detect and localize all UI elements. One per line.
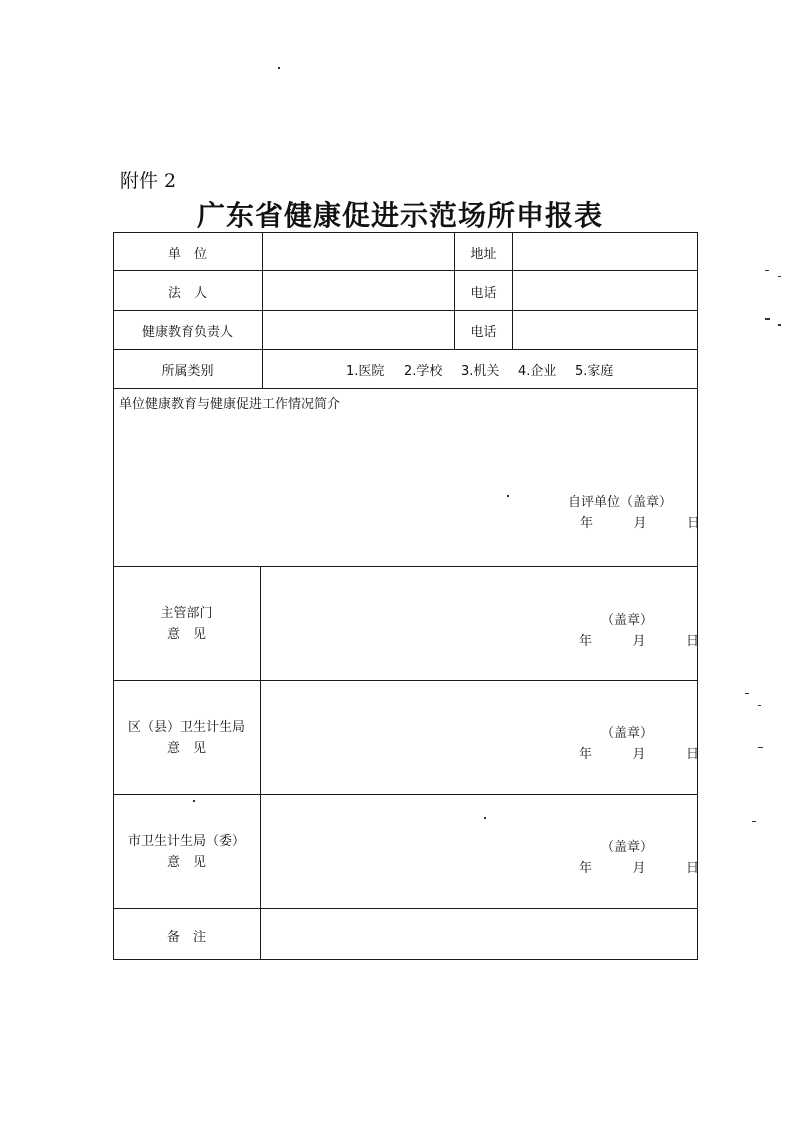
summary-date (580, 512, 700, 531)
month-label: 月 (633, 516, 647, 531)
year-label: 年 (579, 634, 593, 649)
legal-rep-label: 法 人 (167, 286, 207, 301)
dept-date (579, 630, 699, 649)
day-label: 日 (685, 747, 699, 762)
year-label: 年 (580, 516, 594, 531)
category-label: 所属类别 (161, 364, 214, 379)
district-opinion-label (113, 717, 260, 759)
month-label: 月 (632, 634, 646, 649)
lead-phone-field[interactable] (513, 311, 696, 348)
district-date (579, 743, 699, 762)
address-label: 地址 (470, 247, 497, 262)
dept-opinion-field[interactable] (262, 570, 692, 610)
city-opinion-label-line2: 意 见 (166, 855, 206, 870)
scan-speck (778, 324, 781, 326)
dept-opinion-label-line2: 意 见 (166, 627, 206, 642)
self-eval-seal: 自评单位（盖章） (568, 495, 673, 510)
scan-speck (278, 67, 280, 69)
health-lead-field[interactable] (263, 311, 453, 348)
health-lead-label: 健康教育负责人 (141, 325, 233, 340)
summary-field[interactable] (118, 414, 693, 489)
scan-speck (507, 495, 509, 497)
scan-speck (193, 800, 195, 802)
scan-speck (765, 318, 770, 320)
city-opinion-label (113, 831, 260, 873)
phone-label: 电话 (470, 325, 497, 340)
scan-speck (745, 693, 749, 694)
city-seal: （盖章） (601, 840, 654, 855)
district-opinion-label-line1: 区（县）卫生计生局 (127, 720, 245, 735)
city-date (579, 857, 699, 876)
scan-speck (758, 747, 763, 748)
category-option-government[interactable]: 3.机关 (461, 364, 500, 379)
month-label: 月 (632, 747, 646, 762)
dept-opinion-label (113, 603, 260, 645)
dept-seal: （盖章） (601, 613, 654, 628)
scan-speck (765, 270, 769, 271)
city-opinion-field[interactable] (262, 798, 692, 838)
address-field[interactable] (513, 233, 696, 269)
city-opinion-label-line1: 市卫生计生局（委） (127, 834, 245, 849)
scan-speck (752, 821, 756, 822)
category-option-school[interactable]: 2.学校 (404, 364, 443, 379)
summary-label: 单位健康教育与健康促进工作情况简介 (119, 397, 341, 412)
remarks-label: 备 注 (166, 930, 206, 945)
day-label: 日 (685, 634, 699, 649)
form-title: 广东省健康促进示范场所申报表 (196, 199, 603, 232)
phone-field[interactable] (513, 271, 696, 309)
day-label: 日 (686, 516, 700, 531)
day-label: 日 (685, 861, 699, 876)
unit-field[interactable] (263, 233, 453, 269)
category-option-hospital[interactable]: 1.医院 (346, 364, 385, 379)
district-opinion-label-line2: 意 见 (166, 741, 206, 756)
year-label: 年 (579, 861, 593, 876)
attachment-label: 附件 2 (120, 170, 177, 192)
phone-label: 电话 (470, 286, 497, 301)
category-option-family[interactable]: 5.家庭 (575, 364, 614, 379)
dept-opinion-label-line1: 主管部门 (160, 606, 213, 621)
district-seal: （盖章） (601, 726, 654, 741)
scan-speck (758, 705, 761, 706)
remarks-field[interactable] (262, 910, 696, 958)
category-option-enterprise[interactable]: 4.企业 (518, 364, 557, 379)
year-label: 年 (579, 747, 593, 762)
scan-speck (778, 276, 781, 277)
district-opinion-field[interactable] (262, 684, 692, 724)
legal-rep-field[interactable] (263, 271, 453, 309)
unit-label: 单 位 (167, 247, 207, 262)
month-label: 月 (632, 861, 646, 876)
